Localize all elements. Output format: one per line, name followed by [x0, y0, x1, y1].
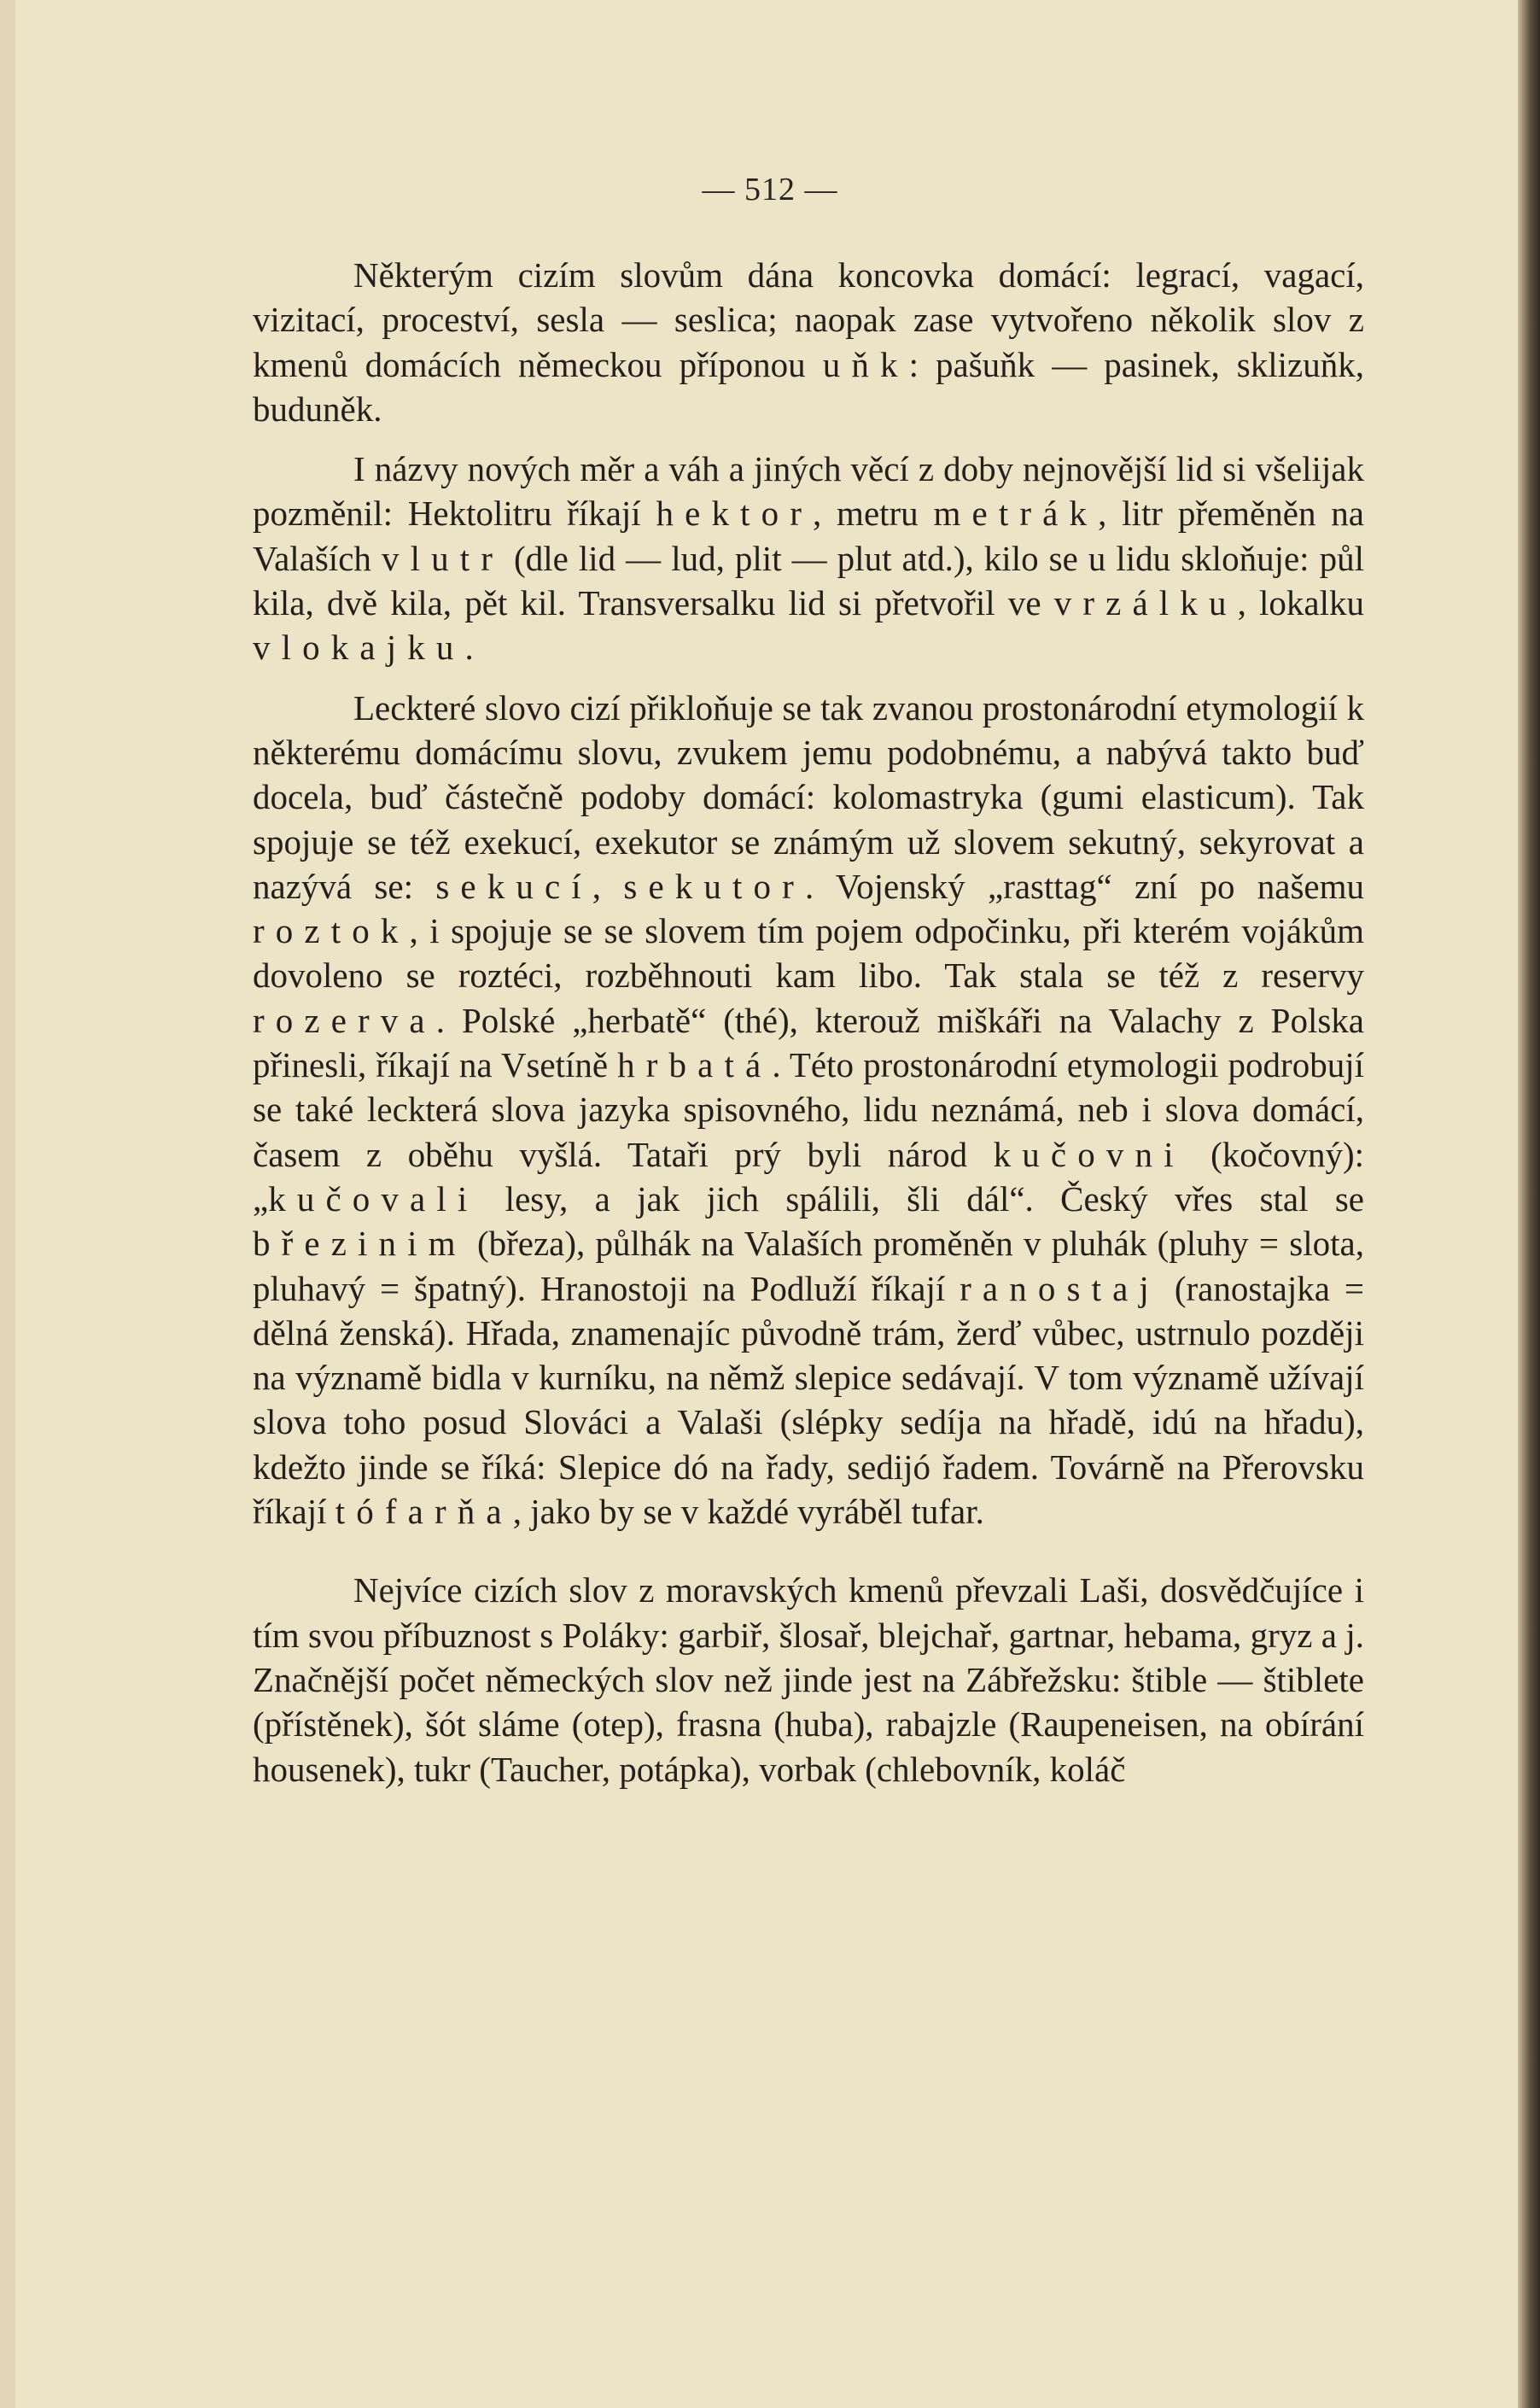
page-number: — 512 — — [702, 172, 838, 207]
spaced-term: uňk — [822, 344, 909, 384]
text-run: (kočovný): „ — [253, 1134, 1364, 1219]
spaced-term: vlutr — [381, 538, 504, 578]
spaced-term: vlokajku — [253, 628, 465, 668]
text-run: . — [464, 628, 474, 668]
text-run: , litr přeměněn na Valaších — [253, 494, 1364, 578]
page-edge-shadow — [1518, 0, 1540, 2408]
text-run: . Této prostonárodní etymologii podrobují se také leckterá slova jazyka spisovného, lidu neznámá, neb i slova domácí, časem z oběhu vyšlá. Tataři prý byli národ — [253, 1045, 1364, 1174]
text-run: lesy, a jak jich spálili, šli dál“. Český vřes stal se — [478, 1178, 1364, 1219]
paragraph — [253, 253, 1364, 431]
text-run: I názvy nových měr a váh a jiných věcí z doby nejnovější lid si všelijak pozměnil: Hektolitru říkají — [253, 449, 1364, 534]
spaced-term: rozerva — [253, 1000, 436, 1040]
spaced-term: kučovali — [268, 1178, 479, 1219]
text-run: , — [592, 866, 624, 906]
text-run: , lokalku — [1237, 583, 1364, 623]
spaced-term: metrák — [933, 494, 1099, 534]
text-run: : pašuňk — pasinek, sklizuňk, buduněk. — [253, 344, 1364, 429]
text-run: (dle lid — lud, plit — plut atd.), kilo se u lidu skloňuje: půl kila, dvě kila, pět kil. Transversalku lid si přetvořil ve — [253, 538, 1364, 623]
text-run: . Vojenský „rasttag“ zní po našemu — [804, 866, 1365, 906]
body-text — [253, 253, 1364, 1791]
spaced-term: roztok — [253, 911, 410, 951]
spaced-term: hrbatá — [617, 1045, 773, 1085]
spaced-term: sekutor — [623, 866, 805, 906]
text-run: Některým cizím slovům dána koncovka domácí: legrací, vagací, vizitací, proceství, sesla — seslica; naopak zase vytvořeno několik slov z kmenů domácích německou příponou — [253, 255, 1364, 384]
paragraph — [253, 1568, 1364, 1791]
text-run: , i spojuje se se slovem tím pojem odpočinku, při kterém vojákům dovoleno se roztéci, rozběhnouti kam libo. Tak stala se též z reservy — [253, 911, 1364, 996]
spaced-term: hektor — [656, 494, 813, 534]
text-run: (březa), půlhák na Valaších proměněn v pluhák (pluhy = slota, pluhavý = špatný). Hranostoji na Podluží říkají — [253, 1224, 1364, 1308]
spaced-term: ranostaj — [960, 1268, 1160, 1308]
text-run: , jako by se v každé vyráběl tufar. — [512, 1492, 984, 1532]
text-run: . Polské „herbatě“ (thé), kterouž miškáři na Valachy z Polska přinesli, říkají na Vsetíně — [253, 1000, 1364, 1085]
spaced-term: sekucí — [435, 866, 592, 906]
text-run: (ranostajka = dělná ženská). Hřada, znamenajíc původně trám, žerď vůbec, ustrnulo později na významě bidla v kurníku, na němž slepice sedávají. V tom významě užívají slova toho posud Slováci a Valaši (slépky sedíja na hřadě, idú na hřadu), kdežto jinde se říká: Slepice dó na řady, sedijó řadem. Továrně na Přerovsku říkají — [253, 1268, 1364, 1532]
text-run: , metru — [812, 494, 934, 534]
paragraph — [253, 447, 1364, 669]
text-run: Leckteré slovo cizí přikloňuje se tak zvanou prostonárodní etymologií k některému domácímu slovu, zvukem jemu podobnému, a nabývá takto buď docela, buď částečně podoby domácí: kolomastryka (gumi elasticum). Tak spojuje se též exekucí, exekutor se známým už slovem sekutný, sekyrovat a nazývá se: — [253, 687, 1364, 906]
spaced-term: vrzálku — [1053, 583, 1238, 623]
text-run: Nejvíce cizích slov z moravských kmenů převzali Laši, dosvědčujíce i tím svou příbuznost s Poláky: garbiř, šlosař, blejchař, gartnar, hebama, gryz a j. Značnější počet německých slov než jinde jest na Zábřežsku: štible — štiblete (přístěnek), šót sláme (otep), frasna (huba), rabajzle (Raupeneisen, na obírání housenek), tukr (Taucher, potápka), vorbak (chlebovník, koláč — [253, 1570, 1364, 1789]
spaced-term: tófarňa — [335, 1492, 513, 1532]
spaced-term: březinim — [253, 1224, 467, 1264]
spaced-term: kučovni — [993, 1134, 1185, 1174]
paragraph — [253, 686, 1364, 1534]
